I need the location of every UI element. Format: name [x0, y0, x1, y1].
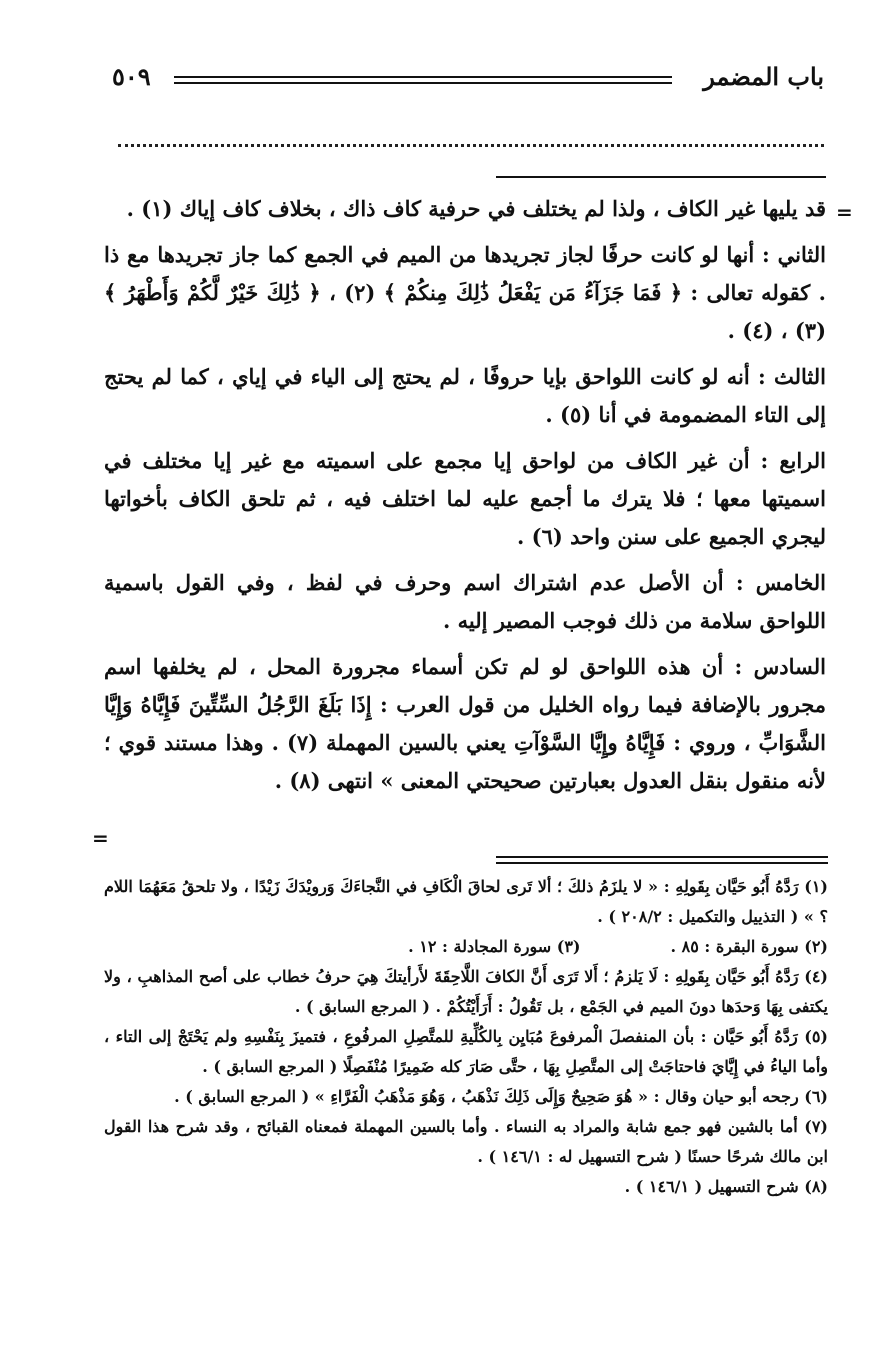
heading-fourth: الرابع [779, 448, 826, 473]
paragraph-fourth [104, 442, 826, 556]
paragraph-fifth-text: : أن الأصل عدم اشتراك اسم وحرف في لفظ ، وفي القول باسمية اللواحق سلامة من ذلك فوجب المصير إليه . [104, 570, 826, 633]
page-number: ٥٠٩ [112, 62, 151, 91]
paragraph-sixth-text: : أن هذه اللواحق لو لم تكن أسماء مجرورة المحل ، لم يخلفها اسم مجرور بالإضافة فيما رواه الخليل من قول العرب : إِذَا بَلَغَ الرَّجُلُ السِّتِّينَ فَإِيَّاهُ وَإِيَّا الشَّوَابِّ ، وروي : فَإِيَّاهُ وإِيَّا السَّوْآتِ يعني بالسين المهملة (٧) . وهذا مستند قوي ؛ لأنه منقول بنقل العدول بعبارتين صحيحتي المعنى » انتهى (٨) . [104, 654, 826, 793]
paragraph-second [104, 236, 826, 350]
dotted-separator [118, 134, 824, 147]
heading-second: الثاني [777, 242, 826, 267]
footnotes [104, 872, 828, 1202]
footnote-6: (٦) رجحه أبو حيان وقال : « هُوَ صَحِيحٌ وَإِلَى ذَلِكَ نَذْهَبُ ، وَهُوَ مَذْهَبُ الْفَرَّاءِ » ( المرجع السابق ) . [174, 1087, 828, 1106]
paragraph-fourth-text: : أن غير الكاف من لواحق إيا مجمع على اسميته مع غير إيا مختلف في اسميتها معها ؛ فلا يترك ما أجمع عليه لما اختلف فيه ، ثم تلحق الكاف بأخواتها ليجري الجميع على سنن واحد (٦) . [104, 448, 826, 549]
paragraph-third-text: : أنه لو كانت اللواحق بإيا حروفًا ، لم يحتج إلى الياء في إياي ، كما لم يحتج إلى التاء المضمومة في أنا (٥) . [104, 364, 826, 427]
section-rule [496, 176, 826, 178]
heading-third: الثالث [774, 364, 826, 389]
paragraph-sixth [104, 648, 826, 800]
footnote-rule [496, 856, 828, 864]
continuation-mark-top: = [836, 200, 853, 224]
footnote-2: (٢) سورة البقرة : ٨٥ . [670, 937, 828, 956]
paragraph-third [104, 358, 826, 434]
continuation-mark-bottom: = [92, 826, 109, 850]
header-rule [174, 76, 672, 84]
main-text [104, 190, 826, 808]
running-header [112, 62, 824, 96]
footnote-row-2-3 [104, 932, 828, 962]
footnote-8: (٨) شرح التسهيل ( ١٤٦/١ ) . [624, 1177, 828, 1196]
paragraph-continued: قد يليها غير الكاف ، ولذا لم يختلف في حرفية كاف ذاك ، بخلاف كاف إياك (١) . [126, 196, 826, 221]
footnote-4: (٤) رَدَّهُ أَبُو حَيَّان بِقَولِهِ : لَا يَلزمُ ؛ أَلا تَرَى أَنَّ الكافَ اللَّاحِقَةَ لأَرأيتكَ هِيَ حرفُ خطاب على أصح المذاهبِ ، ولا يكتفى بِهَا وَحدَها دونَ الميم في الجَمْع ، بل تَقُولُ : أَرَأَيْتُكُمْ . ( المرجع السابق ) . [104, 967, 828, 1016]
footnote-7: (٧) أما بالشين فهو جمع شابة والمراد به النساء . وأما بالسين المهملة فمعناه القبائح ، وقد شرح هذا القول ابن مالك شرحًا حسنًا ( شرح التسهيل له : ١٤٦/١ ) . [104, 1117, 828, 1166]
heading-fifth: الخامس [755, 570, 826, 595]
paragraph-fifth [104, 564, 826, 640]
heading-sixth: السادس [753, 654, 826, 679]
footnote-5: (٥) رَدَّهُ أَبُو حَيَّان : بأن المنفصلَ الْمرفوعَ مُبَايِن بِالكُلِّيةِ للمتَّصِلِ المرفُوعِ ، فتميزَ بِنَفْسِهِ ولم يَحْتَجْ إلى التاء ، وأما الياءُ في إِيَّايَ فاحتاجَتْ إلى المتَّصِلِ بِهَا ، حتَّى صَارَ كله ضَمِيرًا مُنْفَصِلًا ( المرجع السابق ) . [104, 1027, 828, 1076]
paragraph-second-text: : أنها لو كانت حرفًا لجاز تجريدها من الميم في الجمع كما جاز تجريدها مع ذا . كقوله تعالى : ﴿ فَمَا جَزَآءُ مَن يَفْعَلُ ذَٰلِكَ مِنكُمْ ﴾ (٢) ، ﴿ ذَٰلِكَ خَيْرٌ لَّكُمْ وَأَطْهَرُ ﴾ (٣) ، (٤) . [104, 242, 826, 343]
footnote-1: (١) رَدَّهُ أَبُو حَيَّان بِقَولِهِ : « لا يلزَمُ ذلكَ ؛ ألا تَرى لحاقَ الْكَافِ في النَّجاءَكَ وَرويْدَكَ زَيْدًا ، ولا تلحقُ مَعَهُمَا اللام ؟ » ( التذييل والتكميل : ٢٠٨/٢ ) . [104, 877, 828, 926]
footnote-3: (٣) سورة المجادلة : ١٢ . [408, 937, 581, 956]
chapter-title: باب المضمر [703, 62, 824, 91]
